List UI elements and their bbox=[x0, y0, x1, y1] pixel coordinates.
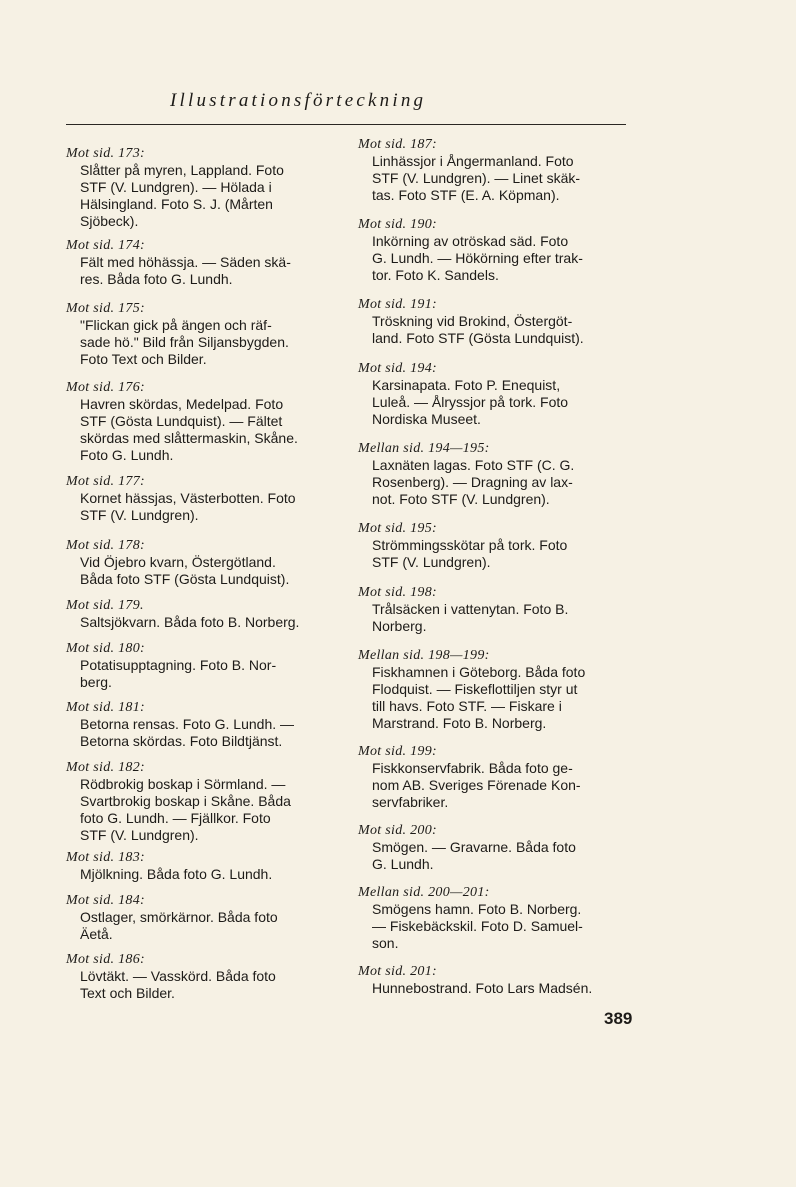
entry-heading: Mot sid. 190: bbox=[358, 217, 437, 232]
list-item bbox=[358, 296, 642, 347]
entry-heading: Mot sid. 173: bbox=[66, 146, 145, 161]
entry-line: foto G. Lundh. — Fjällkor. Foto bbox=[80, 810, 271, 826]
entry-line: Betorna skördas. Foto Bildtjänst. bbox=[80, 733, 283, 749]
entry-line: Fiskhamnen i Göteborg. Båda foto bbox=[372, 664, 586, 680]
entry-line: till havs. Foto STF. — Fiskare i bbox=[372, 698, 562, 714]
entry-heading: Mot sid. 187: bbox=[358, 137, 437, 152]
entry-line: Fiskkonservfabrik. Båda foto ge- bbox=[372, 760, 573, 776]
entry-text bbox=[358, 457, 642, 508]
entry-line: Svartbrokig boskap i Skåne. Båda bbox=[80, 793, 291, 809]
entry-line: res. Båda foto G. Lundh. bbox=[80, 271, 233, 287]
entry-line: servfabriker. bbox=[372, 794, 449, 810]
list-item bbox=[358, 963, 642, 997]
list-item bbox=[358, 884, 642, 952]
entry-heading: Mot sid. 182: bbox=[66, 760, 145, 775]
entry-heading: Mot sid. 200: bbox=[358, 823, 437, 838]
entry-heading: Mot sid. 194: bbox=[358, 361, 437, 376]
entry-line: Foto Text och Bilder. bbox=[80, 351, 207, 367]
entry-text bbox=[66, 317, 346, 368]
entry-line: "Flickan gick på ängen och räf- bbox=[80, 317, 272, 333]
entry-line: tor. Foto K. Sandels. bbox=[372, 267, 499, 283]
list-item bbox=[66, 537, 346, 588]
entry-heading: Mot sid. 201: bbox=[358, 964, 437, 979]
entry-text bbox=[358, 664, 642, 732]
entry-line: Båda foto STF (Gösta Lundquist). bbox=[80, 571, 290, 587]
list-item bbox=[358, 743, 642, 811]
entry-line: Sjöbeck). bbox=[80, 213, 139, 229]
entry-text bbox=[66, 614, 346, 631]
entry-text bbox=[358, 601, 642, 635]
entry-line: Smögen. — Gravarne. Båda foto bbox=[372, 839, 576, 855]
entry-text bbox=[358, 313, 642, 347]
entry-text bbox=[66, 657, 346, 691]
entry-line: Lövtäkt. — Vasskörd. Båda foto bbox=[80, 968, 276, 984]
entry-heading: Mot sid. 178: bbox=[66, 538, 145, 553]
entry-text bbox=[66, 968, 346, 1002]
entry-line: Slåtter på myren, Lappland. Foto bbox=[80, 162, 284, 178]
entry-heading: Mot sid. 195: bbox=[358, 521, 437, 536]
entry-heading: Mot sid. 177: bbox=[66, 474, 145, 489]
entry-heading: Mellan sid. 194—195: bbox=[358, 441, 490, 456]
entry-line: land. Foto STF (Gösta Lundquist). bbox=[372, 330, 584, 346]
entry-text bbox=[66, 909, 346, 943]
list-item bbox=[66, 640, 346, 691]
entry-line: Norberg. bbox=[372, 618, 427, 634]
entry-text bbox=[66, 716, 346, 750]
entry-text bbox=[66, 866, 346, 883]
entry-text bbox=[66, 776, 346, 844]
entry-line: Karsinapata. Foto P. Enequist, bbox=[372, 377, 561, 393]
entry-line: Ostlager, smörkärnor. Båda foto bbox=[80, 909, 278, 925]
entry-line: son. bbox=[372, 935, 399, 951]
list-item bbox=[66, 379, 346, 464]
entry-line: not. Foto STF (V. Lundgren). bbox=[372, 491, 550, 507]
entry-line: Havren skördas, Medelpad. Foto bbox=[80, 396, 284, 412]
entry-line: Äetå. bbox=[80, 926, 113, 942]
entry-text bbox=[66, 396, 346, 464]
list-item bbox=[358, 136, 642, 204]
entry-line: Rosenberg). — Dragning av lax- bbox=[372, 474, 573, 490]
list-item bbox=[66, 145, 346, 230]
list-item bbox=[358, 440, 642, 508]
entry-line: Fält med höhässja. — Säden skä- bbox=[80, 254, 291, 270]
entry-line: STF (Gösta Lundquist). — Fältet bbox=[80, 413, 283, 429]
list-item bbox=[66, 473, 346, 524]
list-item bbox=[66, 951, 346, 1002]
entry-line: Nordiska Museet. bbox=[372, 411, 481, 427]
entry-line: Inkörning av otröskad säd. Foto bbox=[372, 233, 569, 249]
entry-line: Smögens hamn. Foto B. Norberg. bbox=[372, 901, 582, 917]
entry-text bbox=[358, 980, 642, 997]
entry-text bbox=[358, 377, 642, 428]
entry-text bbox=[358, 901, 642, 952]
entry-text bbox=[66, 554, 346, 588]
entry-heading: Mot sid. 198: bbox=[358, 585, 437, 600]
entry-line: Hunnebostrand. Foto Lars Madsén. bbox=[372, 980, 593, 996]
entry-heading: Mot sid. 183: bbox=[66, 850, 145, 865]
entry-line: Kornet hässjas, Västerbotten. Foto bbox=[80, 490, 296, 506]
entry-line: Marstrand. Foto B. Norberg. bbox=[372, 715, 547, 731]
list-item bbox=[358, 520, 642, 571]
entry-line: nom AB. Sveriges Förenade Kon- bbox=[372, 777, 581, 793]
entry-line: STF (V. Lundgren). — Linet skäk- bbox=[372, 170, 581, 186]
entry-text bbox=[358, 760, 642, 811]
list-item bbox=[358, 647, 642, 732]
entry-text bbox=[66, 490, 346, 524]
entry-line: Saltsjökvarn. Båda foto B. Norberg. bbox=[80, 614, 300, 630]
entry-line: Strömmingsskötar på tork. Foto bbox=[372, 537, 568, 553]
entry-heading: Mot sid. 199: bbox=[358, 744, 437, 759]
entry-line: G. Lundh. — Hökörning efter trak- bbox=[372, 250, 583, 266]
entry-text bbox=[358, 153, 642, 204]
entry-line: Betorna rensas. Foto G. Lundh. — bbox=[80, 716, 295, 732]
entry-line: STF (V. Lundgren). bbox=[80, 507, 199, 523]
entry-line: Potatisupptagning. Foto B. Nor- bbox=[80, 657, 277, 673]
list-item bbox=[358, 216, 642, 284]
entry-line: STF (V. Lundgren). — Hölada i bbox=[80, 179, 272, 195]
entry-line: Vid Öjebro kvarn, Östergötland. bbox=[80, 554, 276, 570]
list-item bbox=[66, 237, 346, 288]
list-item bbox=[358, 360, 642, 428]
entry-text bbox=[66, 162, 346, 230]
entry-line: sade hö." Bild från Siljansbygden. bbox=[80, 334, 289, 350]
entry-line: Mjölkning. Båda foto G. Lundh. bbox=[80, 866, 273, 882]
list-item bbox=[66, 849, 346, 883]
entry-line: tas. Foto STF (E. A. Köpman). bbox=[372, 187, 560, 203]
entry-heading: Mot sid. 181: bbox=[66, 700, 145, 715]
entry-line: Rödbrokig boskap i Sörmland. — bbox=[80, 776, 286, 792]
entry-line: Text och Bilder. bbox=[80, 985, 175, 1001]
entry-text bbox=[66, 254, 346, 288]
entry-line: STF (V. Lundgren). bbox=[372, 554, 491, 570]
entry-line: Foto G. Lundh. bbox=[80, 447, 174, 463]
page-number: 389 bbox=[604, 1009, 633, 1028]
entry-line: berg. bbox=[80, 674, 112, 690]
entry-line: Trålsäcken i vattenytan. Foto B. bbox=[372, 601, 569, 617]
entry-heading: Mot sid. 174: bbox=[66, 238, 145, 253]
entry-heading: Mot sid. 186: bbox=[66, 952, 145, 967]
entry-line: Laxnäten lagas. Foto STF (C. G. bbox=[372, 457, 575, 473]
list-item bbox=[358, 822, 642, 873]
entry-line: Tröskning vid Brokind, Östergöt- bbox=[372, 313, 573, 329]
entry-line: skördas med slåttermaskin, Skåne. bbox=[80, 430, 298, 446]
list-item bbox=[66, 300, 346, 368]
entry-line: Hälsingland. Foto S. J. (Mårten bbox=[80, 196, 273, 212]
entry-heading: Mot sid. 175: bbox=[66, 301, 145, 316]
list-item bbox=[66, 699, 346, 750]
entry-text bbox=[358, 537, 642, 571]
entry-line: — Fiskebäckskil. Foto D. Samuel- bbox=[372, 918, 583, 934]
entry-heading: Mot sid. 176: bbox=[66, 380, 145, 395]
entry-heading: Mellan sid. 200—201: bbox=[358, 885, 490, 900]
entry-heading: Mot sid. 184: bbox=[66, 893, 145, 908]
entry-line: G. Lundh. bbox=[372, 856, 434, 872]
page-header: Illustrationsförteckning bbox=[170, 90, 427, 111]
list-item bbox=[66, 597, 346, 631]
list-item bbox=[358, 584, 642, 635]
entry-line: Linhässjor i Ångermanland. Foto bbox=[372, 153, 574, 169]
entry-line: Luleå. — Ålryssjor på tork. Foto bbox=[372, 394, 569, 410]
entry-heading: Mot sid. 179. bbox=[66, 598, 144, 613]
header-rule bbox=[66, 124, 626, 125]
entry-line: STF (V. Lundgren). bbox=[80, 827, 199, 843]
entry-heading: Mellan sid. 198—199: bbox=[358, 648, 490, 663]
entry-text bbox=[358, 233, 642, 284]
list-item bbox=[66, 892, 346, 943]
entry-heading: Mot sid. 191: bbox=[358, 297, 437, 312]
entry-text bbox=[358, 839, 642, 873]
entry-line: Flodquist. — Fiskeflottiljen styr ut bbox=[372, 681, 578, 697]
list-item bbox=[66, 759, 346, 844]
entry-heading: Mot sid. 180: bbox=[66, 641, 145, 656]
